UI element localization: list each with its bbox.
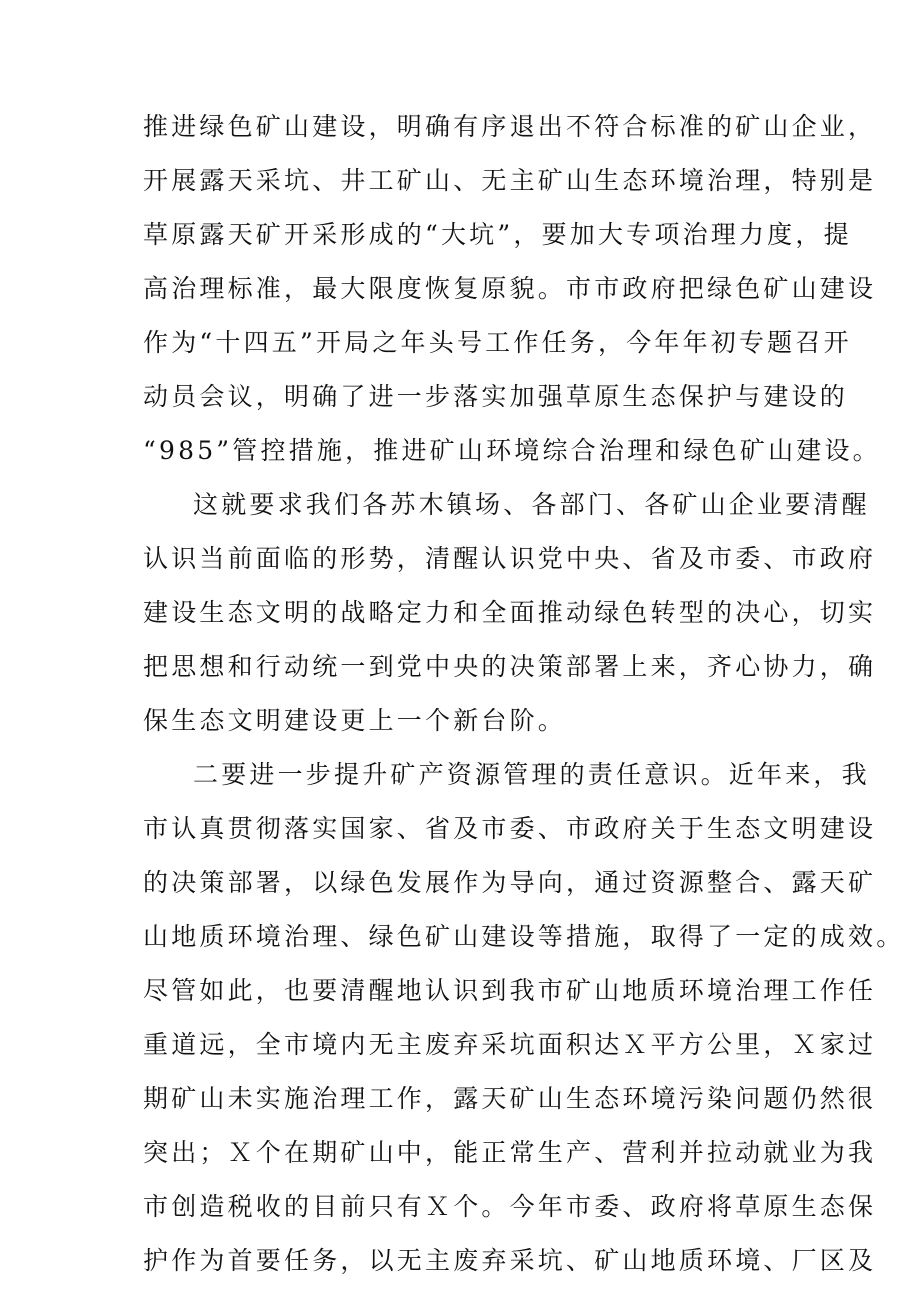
text-line: 草原露天矿开采形成的“大坑”，要加大专项治理力度，提 — [143, 220, 852, 249]
text-line: 作为“十四五”开局之年头号工作任务，今年年初专题召开 — [143, 328, 852, 357]
paragraph-green-mining — [143, 100, 881, 478]
text-line: 市创造税收的目前只有Ｘ个。今年市委、政府将草原生态保 — [143, 1192, 877, 1221]
text-line: 重道远，全市境内无主废弃采坑面积达Ｘ平方公里，Ｘ家过 — [143, 1030, 877, 1059]
text-line: 的决策部署，以绿色发展作为导向，通过资源整合、露天矿 — [143, 868, 877, 897]
text-line: 这就要求我们各苏木镇场、各部门、各矿山企业要清醒 — [193, 490, 870, 519]
text-line: 建设生态文明的战略定力和全面推动绿色转型的决心，切实 — [143, 598, 877, 627]
text-line: 保生态文明建设更上一个新台阶。 — [143, 706, 567, 735]
text-line: “985”管控措施，推进矿山环境综合治理和绿色矿山建设。 — [143, 436, 881, 465]
text-line: 把思想和行动统一到党中央的决策部署上来，齐心协力，确 — [143, 652, 877, 681]
text-line: 市认真贯彻落实国家、省及市委、市政府关于生态文明建设 — [143, 814, 877, 843]
text-line: 尽管如此，也要清醒地认识到我市矿山地质环境治理工作任 — [143, 976, 877, 1005]
text-line: 山地质环境治理、绿色矿山建设等措施，取得了一定的成效。 — [143, 922, 905, 951]
text-line: 认识当前面临的形势，清醒认识党中央、省及市委、市政府 — [143, 544, 877, 573]
text-line: 护作为首要任务，以无主废弃采坑、矿山地质环境、厂区及 — [143, 1246, 877, 1275]
text-line: 动员会议，明确了进一步落实加强草原生态保护与建设的 — [143, 382, 849, 411]
paragraph-awareness — [143, 478, 877, 748]
text-line: 开展露天采坑、井工矿山、无主矿山生态环境治理，特别是 — [143, 166, 877, 195]
text-line: 期矿山未实施治理工作，露天矿山生态环境污染问题仍然很 — [143, 1084, 877, 1113]
paragraph-resource-management — [143, 748, 905, 1288]
text-line: 二要进一步提升矿产资源管理的责任意识。近年来，我 — [193, 760, 870, 789]
text-line: 高治理标准，最大限度恢复原貌。市市政府把绿色矿山建设 — [143, 274, 877, 303]
document-body — [143, 100, 905, 1288]
text-line: 突出；Ｘ个在期矿山中，能正常生产、营利并拉动就业为我 — [143, 1138, 877, 1167]
text-line: 推进绿色矿山建设，明确有序退出不符合标准的矿山企业， — [143, 112, 877, 141]
